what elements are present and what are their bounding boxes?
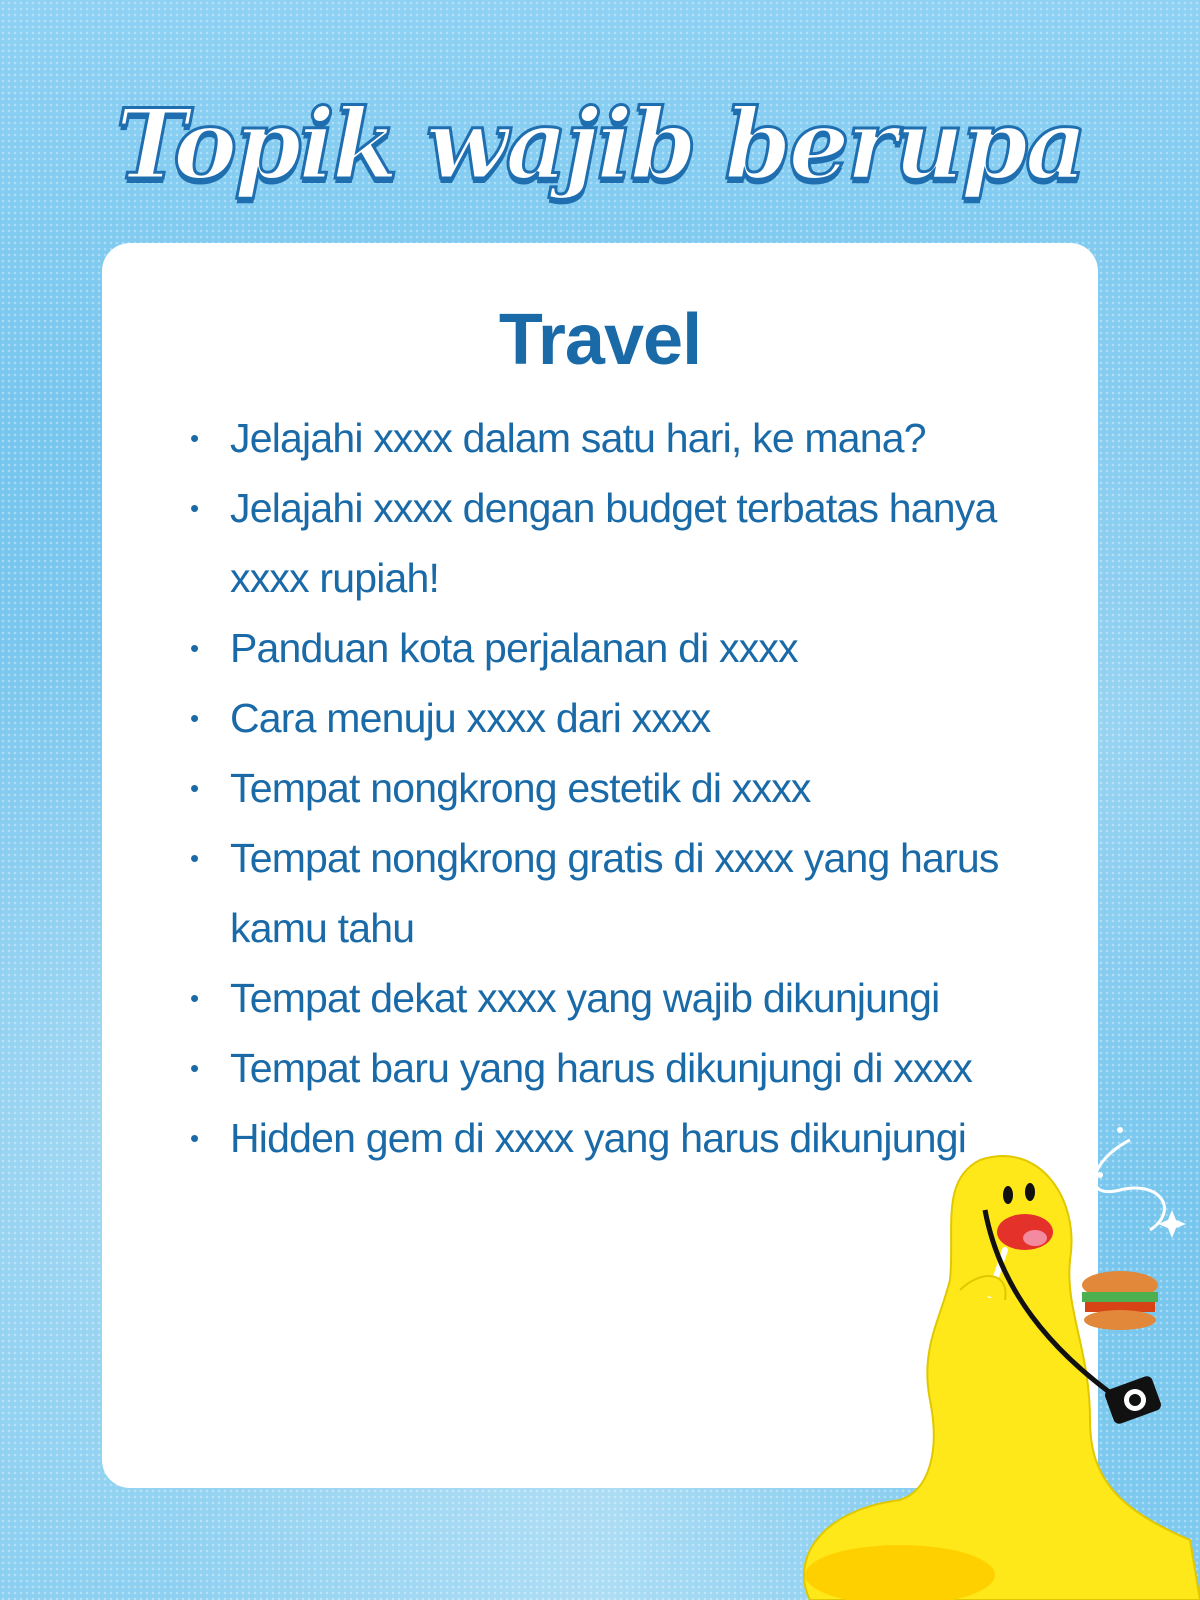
list-item-text: Tempat dekat xxxx yang wajib dikunjungi [230, 975, 940, 1021]
list-item-text: Tempat nongkrong gratis di xxxx yang harus kamu tahu [230, 835, 999, 951]
yellow-character-eating-burger-with-camera-icon [790, 1120, 1200, 1600]
list-item-text: Panduan kota perjalanan di xxxx [230, 625, 798, 671]
card-title: Travel [498, 300, 702, 380]
bullet-dot-icon: • [190, 423, 199, 453]
list-item-text: Cara menuju xxxx dari xxxx [230, 695, 711, 741]
list-item [190, 963, 1050, 1033]
bullet-dot-icon: • [190, 1123, 199, 1153]
list-item-text: Jelajahi xxxx dalam satu hari, ke mana? [230, 415, 926, 461]
list-item [190, 473, 1050, 613]
list-item [190, 823, 1050, 963]
list-item [190, 613, 1050, 683]
list-item-text: Hidden gem di xxxx yang harus dikunjungi [230, 1115, 967, 1161]
page-title: Topik wajib berupa [115, 88, 1085, 201]
bullet-dot-icon: • [190, 773, 199, 803]
list-item-text: Tempat nongkrong estetik di xxxx [230, 765, 811, 811]
list-item [190, 1033, 1050, 1103]
topic-list [190, 403, 1050, 1173]
list-item-text: Tempat baru yang harus dikunjungi di xxxx [230, 1045, 973, 1091]
bullet-dot-icon: • [190, 983, 199, 1013]
bullet-dot-icon: • [190, 703, 199, 733]
bullet-dot-icon: • [190, 843, 199, 873]
list-item [190, 683, 1050, 753]
list-item [190, 403, 1050, 473]
list-item-text: Jelajahi xxxx dengan budget terbatas hanya xxxx rupiah! [230, 485, 997, 601]
bullet-dot-icon: • [190, 493, 199, 523]
bullet-dot-icon: • [190, 633, 199, 663]
bullet-dot-icon: • [190, 1053, 199, 1083]
list-item [190, 753, 1050, 823]
